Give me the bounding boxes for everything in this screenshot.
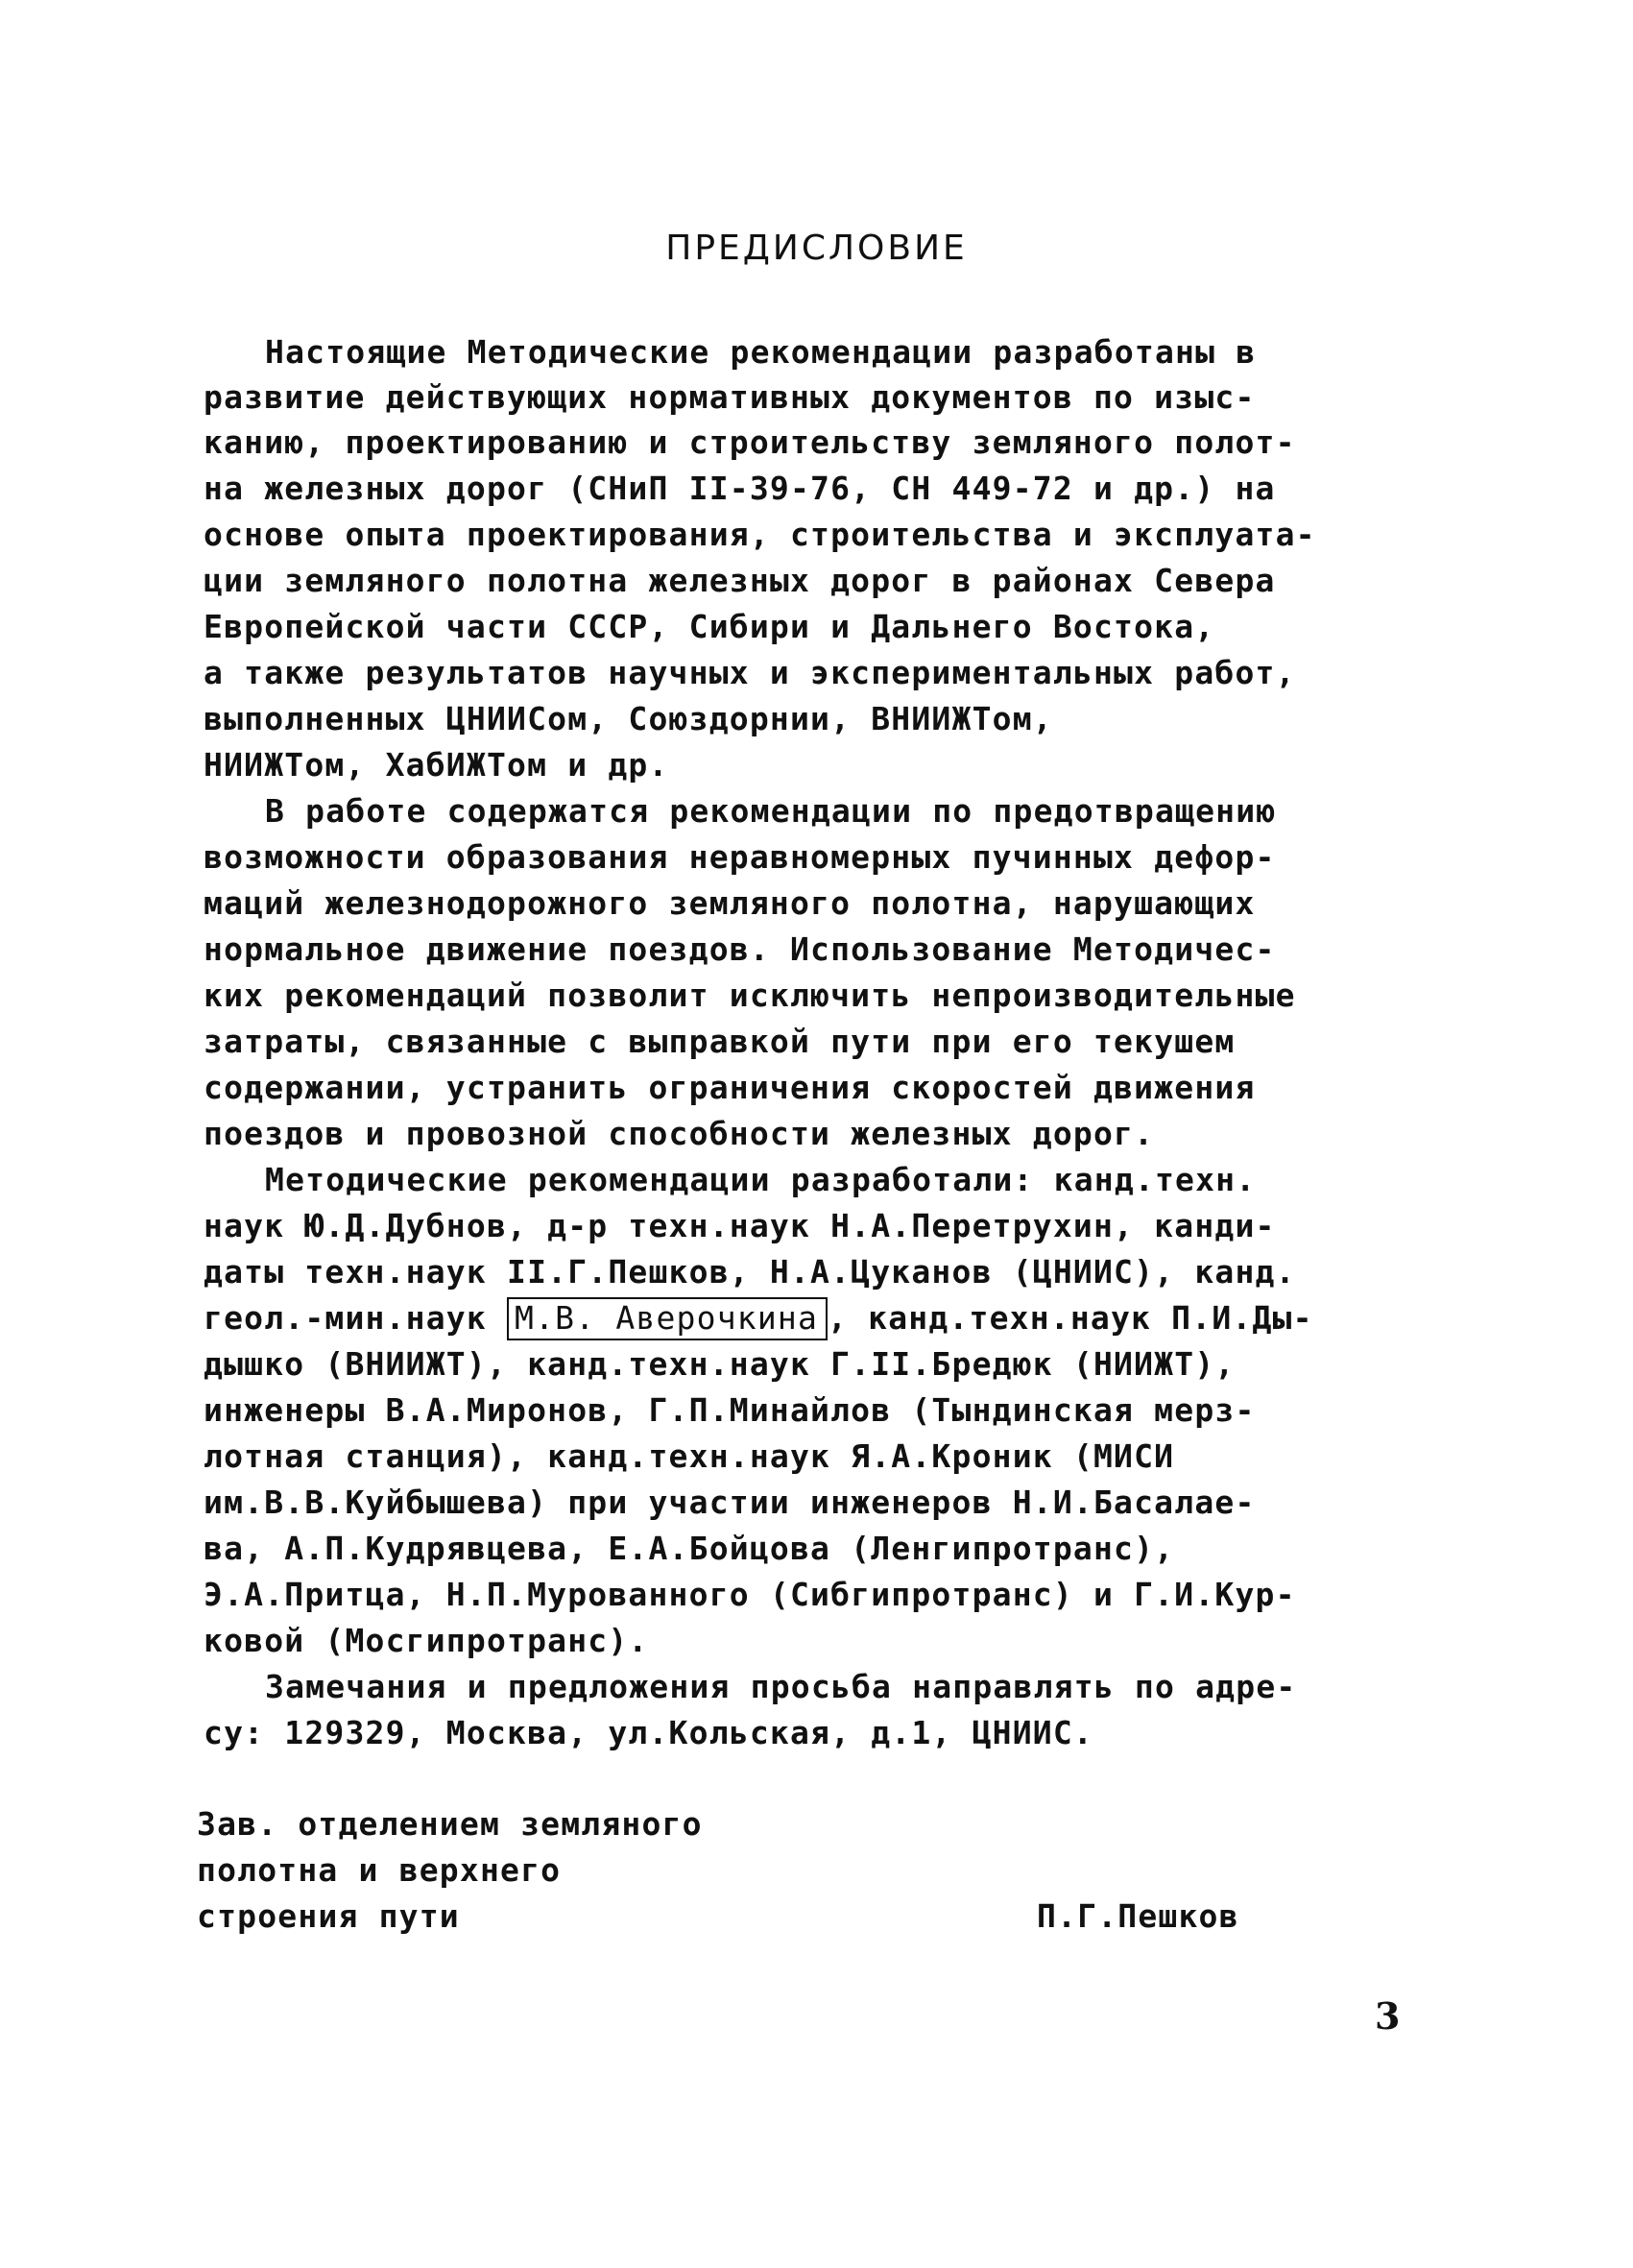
text-line: затраты, связанные с выправкой пути при его текушем [204, 1023, 1236, 1060]
page-number: 3 [1375, 1994, 1401, 2038]
text-line-with-boxed-name [204, 1299, 1313, 1337]
text-line: ции земляного полотна железных дорог в районах Севера [204, 562, 1276, 599]
text-line: им.В.В.Куйбышева) при участии инженеров Н.И.Басалае- [204, 1484, 1256, 1521]
text-line: ких рекомендаций позволит исключить непроизводительные [204, 977, 1296, 1014]
text-line: НИИЖТом, ХабИЖТом и др. [204, 746, 669, 784]
text-line: возможности образования неравномерных пучинных дефор- [204, 838, 1276, 876]
text-line: а также результатов научных и экспериментальных работ, [204, 654, 1296, 691]
text-line: ковой (Мосгипротранс). [204, 1622, 649, 1659]
signature-name: П.Г.Пешков [1037, 1897, 1239, 1935]
text-line: су: 129329, Москва, ул.Кольская, д.1, ЦНИИС. [204, 1714, 1093, 1751]
text-line: наук Ю.Д.Дубнов, д-р техн.наук Н.А.Перетрухин, канди- [204, 1207, 1276, 1244]
text-line: Замечания и предложения просьба направлять по адре- [265, 1668, 1297, 1705]
text-line: инженеры В.А.Миронов, Г.П.Минайлов (Тындинская мерз- [204, 1391, 1256, 1429]
text-line: содержании, устранить ограничения скоростей движения [204, 1069, 1256, 1106]
text-line: Европейской части СССР, Сибири и Дальнего Востока, [204, 608, 1215, 645]
text-line: Э.А.Притца, Н.П.Мурованного (Сибгипротранс) и Г.И.Кур- [204, 1576, 1296, 1613]
text-line: развитие действующих нормативных документов по изыс- [204, 378, 1256, 416]
text-line: на железных дорог (СНиП II-39-76, СН 449-72 и др.) на [204, 470, 1276, 507]
text-line: Методические рекомендации разработали: канд.техн. [265, 1161, 1257, 1198]
text-line: нормальное движение поездов. Использование Методичес- [204, 930, 1276, 968]
signature-position: полотна и верхнего [197, 1851, 562, 1889]
text-line: поездов и провозной способности железных дорог. [204, 1115, 1155, 1152]
text-line: В работе содержатся рекомендации по предотвращению [265, 792, 1277, 830]
text-line: маций железнодорожного земляного полотна, нарушающих [204, 884, 1256, 922]
text-line: Настоящие Методические рекомендации разработаны в [265, 333, 1257, 371]
signature-position: Зав. отделением земляного [197, 1805, 703, 1843]
text-fragment: геол.-мин.наук [204, 1299, 508, 1337]
text-line: лотная станция), канд.техн.наук Я.А.Кроник (МИСИ [204, 1437, 1175, 1475]
text-line: даты техн.наук II.Г.Пешков, Н.А.Цуканов (ЦНИИС), канд. [204, 1253, 1296, 1291]
text-line: выполненных ЦНИИСом, Союздорнии, ВНИИЖТом, [204, 700, 1053, 737]
text-line: основе опыта проектирования, строительства и эксплуата- [204, 516, 1316, 553]
boxed-name: М.В. Аверочкина [507, 1297, 828, 1340]
text-fragment: , канд.техн.наук П.И.Ды- [828, 1299, 1313, 1337]
text-line: дышко (ВНИИЖТ), канд.техн.наук Г.II.Бредюк (НИИЖТ), [204, 1345, 1236, 1383]
text-line: канию, проектированию и строительству земляного полот- [204, 423, 1296, 461]
text-line: ва, А.П.Кудрявцева, Е.А.Бойцова (Ленгипротранс), [204, 1530, 1175, 1567]
signature-position: строения пути [197, 1897, 460, 1935]
page-title: ПРЕДИСЛОВИЕ [665, 229, 968, 268]
